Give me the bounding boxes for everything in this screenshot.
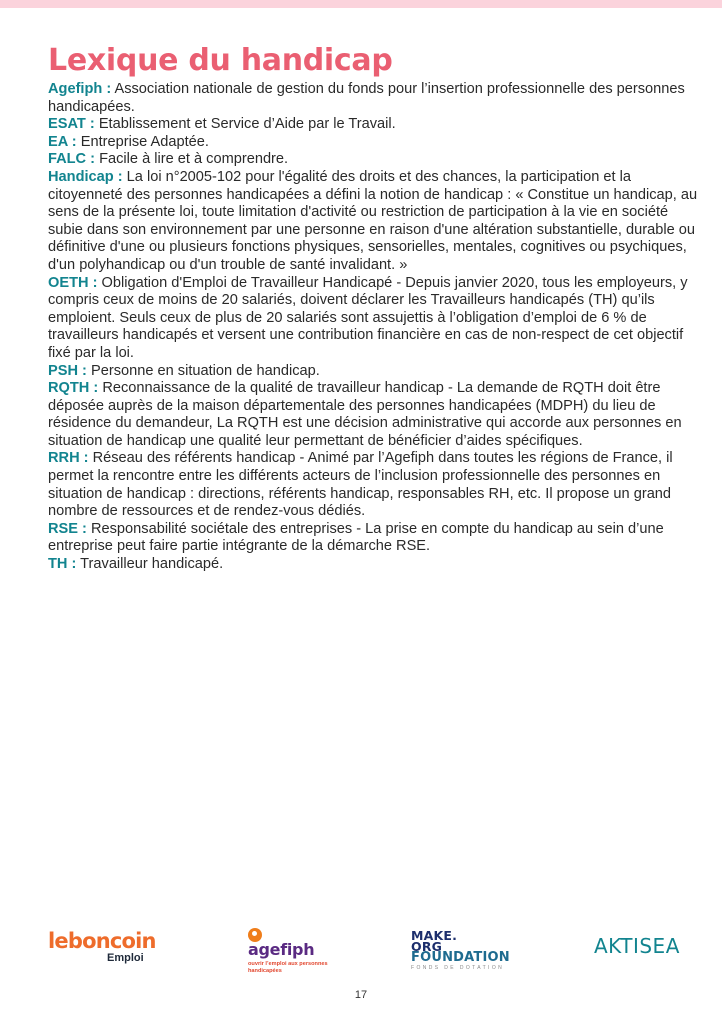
glossary-term: FALC : xyxy=(48,151,96,168)
glossary-entry-agefiph xyxy=(48,81,698,116)
page-number: 17 xyxy=(354,989,368,1001)
glossary-term: RRH : xyxy=(48,450,89,467)
makeorg-logo-line: MAKE. xyxy=(411,928,458,943)
glossary-entry-falc xyxy=(48,151,698,169)
glossary-definition: Reconnaissance de la qualité de travailleur handicap - La demande de RQTH doit être déposée auprès de la maison départementale des personnes handicapées (MDPH) du lieu de résidence du demandeur, La RQTH est une décision administrative qui accorde aux personnes en situation de handicap une qualité leur permettant de bénéficier d’aides spécifiques. xyxy=(48,380,682,449)
glossary-entry-rqth xyxy=(48,380,698,450)
makeorg-foundation-logo xyxy=(411,930,510,971)
glossary-entry-ea xyxy=(48,134,698,152)
glossary-definition: La loi n°2005-102 pour l'égalité des droits et des chances, la participation et la citoyenneté des personnes handicapées a défini la notion de handicap : « Constitue un handicap, au sens de la présente loi, toute limitation d'activité ou restriction de participation à la vie en société subie dans son environnement par une personne en raison d'une altération substantielle, durable ou définitive d'une ou plusieurs fonctions physiques, sensorielles, mentales, cognitives ou psychiques, d'un polyhandicap ou d'un trouble de santé invalidant. » xyxy=(48,168,698,273)
glossary-term: RQTH : xyxy=(48,380,99,397)
glossary-definition: Facile à lire et à comprendre. xyxy=(99,151,289,168)
makeorg-logo-line: FOUNDATION xyxy=(411,950,510,965)
glossary-definition: Réseau des référents handicap - Animé par l’Agefiph dans toutes les régions de France, il permet la rencontre entre les différents acteurs de l’inclusion professionnelle des personnes en situation de handicap : directions, référents handicap, responsables RH, etc. Il propose un grand nombre de ressources et de rendez-vous dédiés. xyxy=(48,450,673,520)
glossary-term: PSH : xyxy=(48,362,87,379)
glossary-definition: Entreprise Adaptée. xyxy=(80,133,209,150)
makeorg-logo-line: ORG xyxy=(411,939,443,954)
glossary-definition: Personne en situation de handicap. xyxy=(90,362,320,379)
leboncoin-logo xyxy=(48,930,156,965)
glossary-definition: Travailleur handicapé. xyxy=(80,556,224,573)
aktisea-logo: AKTISEA xyxy=(594,934,680,958)
glossary-entry-psh xyxy=(48,363,698,381)
leboncoin-logo-subtitle: Emploi xyxy=(107,952,144,964)
glossary-entry-oeth xyxy=(48,275,698,363)
glossary-entry-handicap xyxy=(48,169,698,275)
glossary-term: EA : xyxy=(48,133,77,150)
glossary-term: Handicap : xyxy=(48,168,123,185)
glossary-definition: Responsabilité sociétale des entreprises - La prise en compte du handicap au sein d’une entreprise peut faire partie intégrante de la démarche RSE. xyxy=(48,520,664,555)
glossary-term: RSE : xyxy=(48,520,87,537)
glossary-definition: Etablissement et Service d’Aide par le Travail. xyxy=(98,116,396,133)
glossary-entry-esat xyxy=(48,116,698,134)
page-title: Lexique du handicap xyxy=(48,43,393,78)
glossary-list xyxy=(48,81,698,574)
glossary-definition: Obligation d'Emploi de Travailleur Handicapé - Depuis janvier 2020, tous les employeurs, y compris ceux de moins de 20 salariés, doivent déclarer les Travailleurs handicapés (TH) qu’ils emploient. Seuls ceux de plus de 20 salariés sont assujettis à l’obligation d’emploi de 6 % de travailleurs handicapés et versent une contribution financière en cas de non-respect de cet objectif fixé par la loi. xyxy=(48,274,688,361)
makeorg-logo-subtitle: FONDS DE DOTATION xyxy=(411,965,505,971)
leboncoin-logo-wordmark: leboncoin xyxy=(48,929,156,953)
glossary-definition: Association nationale de gestion du fonds pour l’insertion professionnelle des personnes handicapées. xyxy=(48,81,685,115)
glossary-entry-rrh xyxy=(48,450,698,520)
agefiph-logo-tagline: ouvrir l’emploi aux personnes handicapées xyxy=(248,961,328,974)
glossary-term: Agefiph : xyxy=(48,81,112,97)
glossary-term: TH : xyxy=(48,556,77,573)
glossary-entry-rse xyxy=(48,521,698,556)
top-color-band xyxy=(0,0,722,8)
glossary-term: ESAT : xyxy=(48,116,95,133)
agefiph-logo-wordmark: agefiph xyxy=(248,940,315,959)
glossary-term: OETH : xyxy=(48,274,98,291)
partner-logos xyxy=(0,925,722,985)
glossary-entry-th xyxy=(48,556,698,574)
